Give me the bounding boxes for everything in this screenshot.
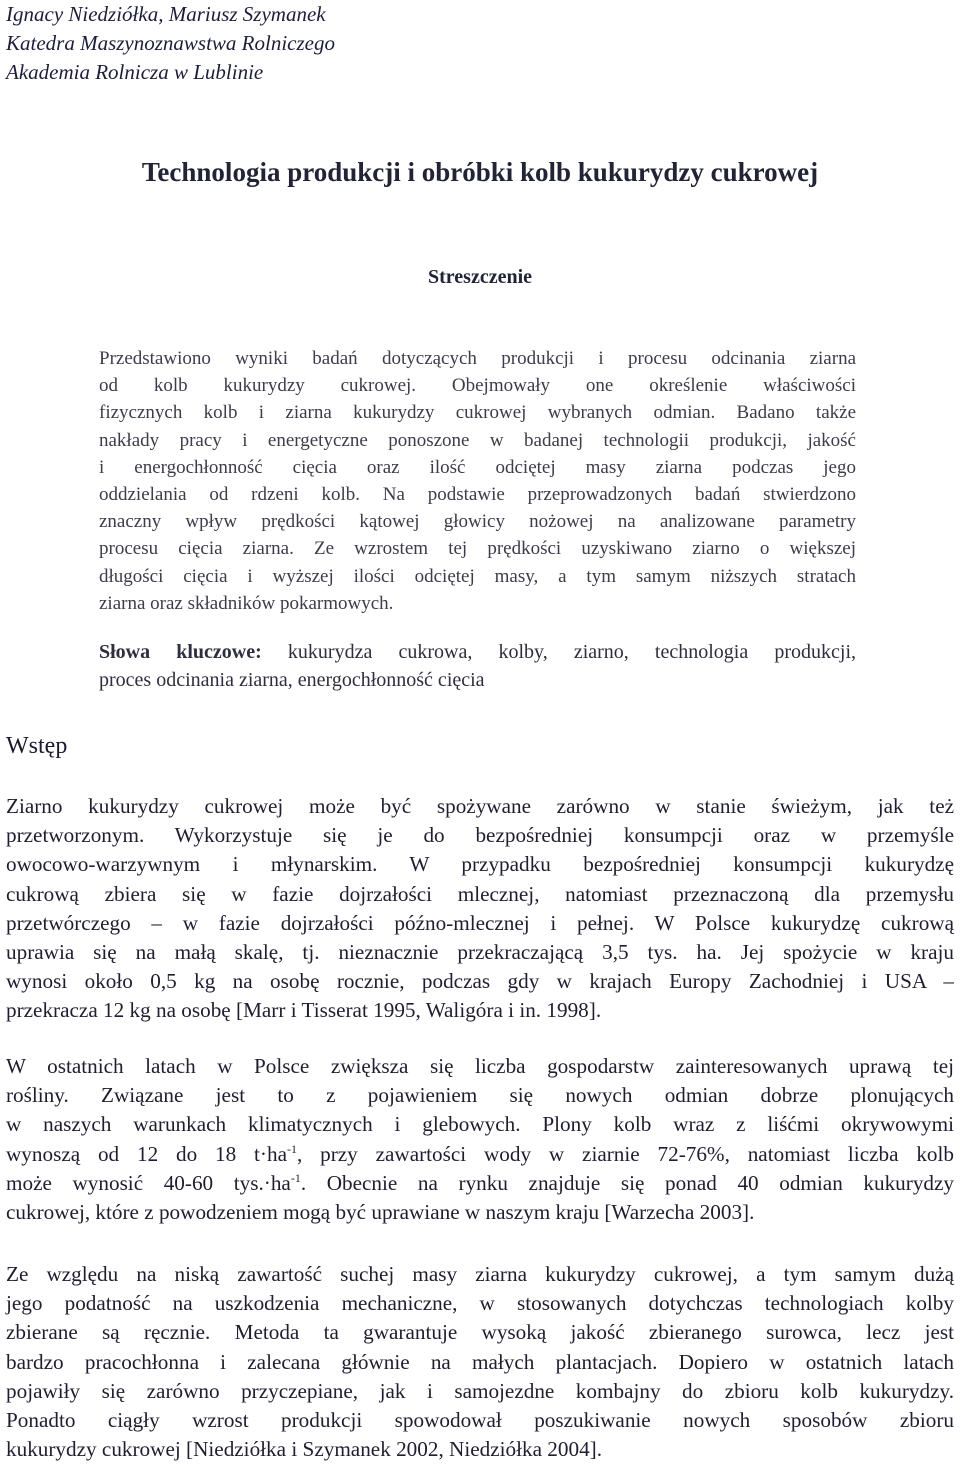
paragraph-line: cukrowej, które z powodzeniem mogą być uprawiane w naszym kraju [Warzecha 2003]. (6, 1200, 755, 1225)
abstract-heading: Streszczenie (427, 266, 533, 288)
keywords-line: proces odcinania ziarna, energochłonność cięcia (99, 668, 485, 691)
abstract-line: i energochłonność cięcia oraz ilość odciętej masy ziarna podczas jego (99, 456, 856, 478)
authors-line: Ignacy Niedziółka, Mariusz Szymanek (6, 2, 326, 26)
yield-text: wynoszą od 12 do 18 t·ha (6, 1141, 287, 1166)
institution-line: Akademia Rolnicza w Lublinie (6, 60, 264, 84)
paper-title: Technologia produkcji i obróbki kolb kukurydzy cukrowej (141, 157, 819, 187)
abstract-line: fizycznych kolb i ziarna kukurydzy cukrowej wybranych odmian. Badano także (99, 402, 856, 424)
paragraph-line: Ponadto ciągły wzrost produkcji spowodował poszukiwanie nowych sposobów zbioru (6, 1408, 954, 1433)
keywords (99, 639, 856, 694)
abstract-line: Przedstawiono wyniki badań dotyczących produkcji i procesu odcinania ziarna (99, 348, 856, 369)
keywords-values: kukurydza cukrowa, kolby, ziarno, technologia produkcji, (261, 641, 856, 663)
paragraph-line: Ziarno kukurydzy cukrowej może być spożywane zarówno w stanie świeżym, jak też (6, 794, 954, 818)
paragraph-line: w naszych warunkach klimatycznych i glebowych. Plony kolb wraz z liśćmi okrywowymi (6, 1112, 954, 1137)
paragraph-line: bardzo pracochłonna i zalecana głównie na małych plantacjach. Dopiero w ostatnich latach (6, 1349, 954, 1374)
abstract-line: procesu cięcia ziarna. Ze wzrostem tej prędkości uzyskiwano ziarno o większej (99, 538, 856, 560)
paragraph-line: owocowo-warzywnym i młynarskim. W przypadku bezpośredniej konsumpcji kukurydzę (6, 852, 954, 877)
section-heading-intro: Wstęp (6, 733, 68, 759)
abstract-line: oddzielania od rdzeni kolb. Na podstawie przeprowadzonych badań stwierdzono (99, 484, 856, 506)
count-text-cont: . Obecnie na rynku znajduje się ponad 40 odmian kukurydzy (300, 1170, 955, 1195)
paragraph-line (6, 1169, 954, 1198)
paragraph-line: cukrową zbiera się w fazie dojrzałości mlecznej, natomiast przeznaczoną dla przemysłu (6, 881, 954, 906)
paragraph-line: przekracza 12 kg na osobę [Marr i Tisserat 1995, Waligóra i in. 1998]. (6, 998, 602, 1023)
abstract-line: od kolb kukurydzy cukrowej. Obejmowały one określenie właściwości (99, 375, 856, 397)
paragraph-line: uprawia się na małą skalę, tj. nieznacznie przekraczającą 3,5 tys. ha. Jej spożycie w kraju (6, 940, 954, 965)
superscript: -1 (290, 1170, 301, 1185)
paragraph-line: W ostatnich latach w Polsce zwiększa się liczba gospodarstw zainteresowanych uprawą tej (6, 1054, 954, 1078)
abstract-line: długości cięcia i wyższej ilości odciętej masy, a tym samym niższych stratach (99, 565, 856, 587)
paragraph-line: pojawiły się zarówno przyczepiane, jak i samojezdne kombajny do zbioru kolb kukurydzy. (6, 1378, 954, 1403)
paragraph-line: Ze względu na niską zawartość suchej masy ziarna kukurydzy cukrowej, a tym samym dużą (6, 1262, 954, 1286)
paragraph-line: przetwórczego – w fazie dojrzałości późno-mlecznej i pełnej. W Polsce kukurydzę cukrową (6, 910, 954, 935)
department-line: Katedra Maszynoznawstwa Rolniczego (6, 31, 335, 55)
abstract-line: znaczny wpływ prędkości kątowej głowicy nożowej na analizowane parametry (99, 511, 856, 533)
paragraph (6, 792, 954, 1026)
paragraph-line: zbierane są ręcznie. Metoda ta gwarantuje wysoką jakość zbieranego surowca, lecz jest (6, 1320, 954, 1345)
paragraph-line: wynosi około 0,5 kg na osobę rocznie, podczas gdy w krajach Europy Zachodniej i USA – (6, 969, 954, 994)
yield-text-cont: , przy zawartości wody w ziarnie 72-76%, natomiast liczba kolb (296, 1141, 954, 1166)
paragraph-line: jego podatność na uszkodzenia mechaniczne, w stosowanych dotychczas technologiach kolby (6, 1291, 954, 1316)
abstract-line: ziarna oraz składników pokarmowych. (99, 592, 394, 614)
author-block (6, 0, 335, 87)
keywords-label: Słowa kluczowe: (99, 641, 262, 663)
paragraph-line: rośliny. Związane jest to z pojawieniem się nowych odmian dobrze plonujących (6, 1083, 954, 1108)
abstract-line: nakłady pracy i energetyczne ponoszone w badanej technologii produkcji, jakość (99, 429, 856, 451)
paragraph-line: przetworzonym. Wykorzystuje się je do bezpośredniej konsumpcji oraz w przemyśle (6, 823, 954, 848)
superscript: -1 (286, 1141, 297, 1156)
paragraph-line: kukurydzy cukrowej [Niedziółka i Szymanek 2002, Niedziółka 2004]. (6, 1437, 603, 1462)
abstract-body (99, 345, 856, 617)
paragraph-line (6, 1140, 954, 1169)
paragraph (6, 1052, 954, 1227)
count-text: może wynosić 40-60 tys.·ha (6, 1170, 291, 1195)
paragraph (6, 1260, 954, 1464)
keywords-line (99, 639, 856, 667)
